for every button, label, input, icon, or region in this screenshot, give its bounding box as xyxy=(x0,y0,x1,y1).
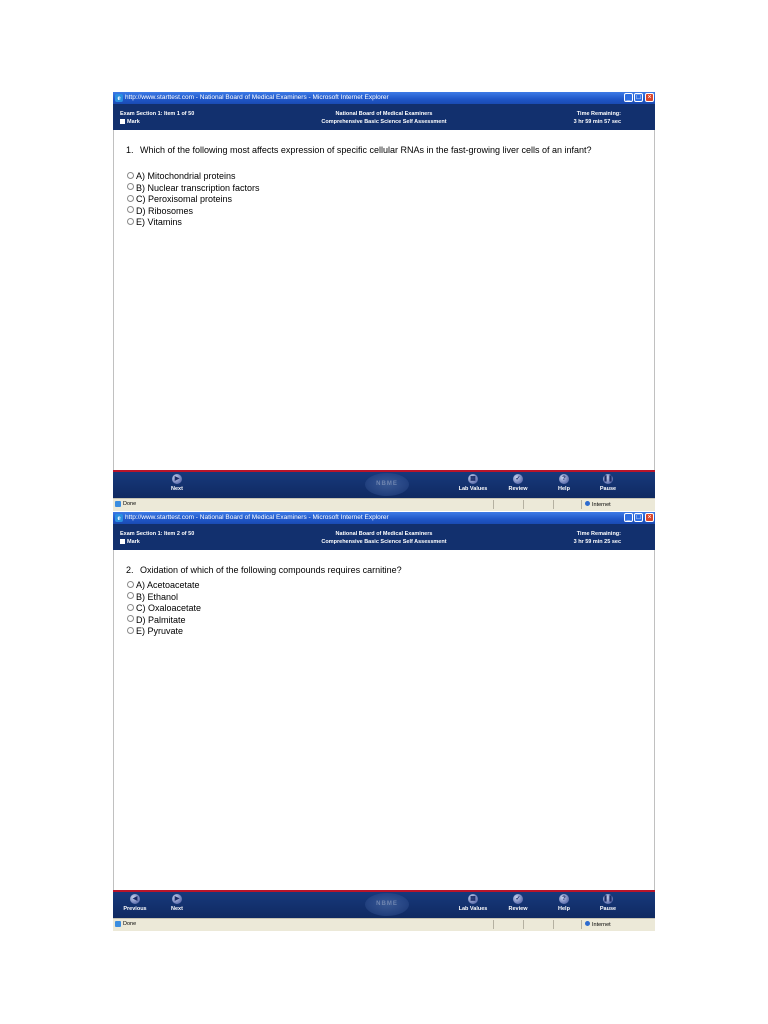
question-number: 2. xyxy=(126,565,134,575)
close-button[interactable]: × xyxy=(645,513,654,522)
option-label: C) Peroxisomal proteins xyxy=(136,194,233,205)
toolbar-accent-line xyxy=(113,890,655,892)
pause-button[interactable] xyxy=(588,894,628,912)
mark-label: Mark xyxy=(127,119,140,125)
question-number: 1. xyxy=(126,145,134,155)
answer-option[interactable] xyxy=(127,194,260,206)
option-label: E) Vitamins xyxy=(136,217,182,228)
review-button[interactable] xyxy=(498,474,538,492)
radio-icon xyxy=(127,592,134,599)
exam-window-1 xyxy=(113,92,655,512)
answer-option[interactable] xyxy=(127,183,260,195)
org-name: National Board of Medical Examiners xyxy=(335,111,433,117)
time-remaining-label: Time Remaining: xyxy=(576,531,621,537)
option-label: A) Mitochondrial proteins xyxy=(136,171,236,181)
answer-option[interactable] xyxy=(127,626,201,638)
radio-icon xyxy=(127,218,134,225)
radio-icon xyxy=(127,172,134,179)
mark-label: Mark xyxy=(127,539,140,545)
time-remaining-value: 3 hr 59 min 57 sec xyxy=(573,119,621,125)
next-label: Next xyxy=(171,486,183,492)
checkmark-icon: ✓ xyxy=(513,474,523,484)
next-button[interactable] xyxy=(157,894,197,912)
close-button[interactable]: × xyxy=(645,93,654,102)
option-label: E) Pyruvate xyxy=(136,626,184,637)
review-label: Review xyxy=(508,906,528,912)
title-bar xyxy=(113,512,655,524)
answer-option[interactable] xyxy=(127,592,201,604)
radio-icon xyxy=(127,615,134,622)
radio-icon xyxy=(127,627,134,634)
review-button[interactable] xyxy=(498,894,538,912)
radio-icon xyxy=(127,183,134,190)
answer-option[interactable] xyxy=(127,580,201,592)
lab-values-label: Lab Values xyxy=(458,486,488,492)
previous-button[interactable] xyxy=(115,894,155,912)
pause-label: Pause xyxy=(599,906,617,912)
question-text: Oxidation of which of the following compounds requires carnitine? xyxy=(140,565,402,575)
page-icon xyxy=(115,921,121,927)
ie-icon: e xyxy=(115,94,123,102)
title-bar xyxy=(113,92,655,104)
answer-option[interactable] xyxy=(127,171,260,183)
minimize-button[interactable]: _ xyxy=(624,513,633,522)
status-divider xyxy=(553,500,554,509)
status-divider xyxy=(493,920,494,929)
status-bar xyxy=(113,918,655,931)
exam-name: Comprehensive Basic Science Self Assessment xyxy=(321,119,447,125)
status-divider xyxy=(581,500,582,509)
section-item-label: Exam Section 1: Item 2 of 50 xyxy=(120,531,195,537)
window-title: http://www.starttest.com - National Board of Medical Examiners - Microsoft Internet Explorer xyxy=(125,94,389,101)
toolbar-accent-line xyxy=(113,470,655,472)
status-bar xyxy=(113,498,655,511)
time-remaining-label: Time Remaining: xyxy=(576,111,621,117)
status-text: Done xyxy=(123,921,137,927)
arrow-right-icon: ▶ xyxy=(172,474,182,484)
previous-label: Previous xyxy=(123,906,147,912)
pause-icon: ❚❚ xyxy=(603,896,614,902)
page-icon xyxy=(115,501,121,507)
time-remaining-value: 3 hr 59 min 25 sec xyxy=(573,539,621,545)
help-icon: ? xyxy=(559,474,569,484)
answer-option[interactable] xyxy=(127,603,201,615)
answer-options xyxy=(127,171,260,229)
radio-icon xyxy=(127,206,134,213)
minimize-button[interactable]: _ xyxy=(624,93,633,102)
radio-icon xyxy=(127,195,134,202)
arrow-right-icon: ▶ xyxy=(172,894,182,904)
lab-values-label: Lab Values xyxy=(458,906,488,912)
option-label: C) Oxaloacetate xyxy=(136,603,202,614)
answer-option[interactable] xyxy=(127,217,260,229)
ie-icon: e xyxy=(115,514,123,522)
security-zone xyxy=(585,501,611,509)
question-text: Which of the following most affects expression of specific cellular RNAs in the fast-growing liver cells of an infant? xyxy=(140,145,592,155)
exam-name: Comprehensive Basic Science Self Assessment xyxy=(321,539,447,545)
maximize-button[interactable]: □ xyxy=(634,93,643,102)
option-label: B) Nuclear transcription factors xyxy=(136,182,260,193)
checkmark-icon: ✓ xyxy=(513,894,523,904)
help-icon: ? xyxy=(559,894,569,904)
pause-label: Pause xyxy=(599,486,617,492)
org-name: National Board of Medical Examiners xyxy=(335,531,433,537)
answer-options xyxy=(127,580,201,638)
radio-icon xyxy=(127,604,134,611)
status-divider xyxy=(553,920,554,929)
answer-option[interactable] xyxy=(127,615,201,627)
option-label: A) Acetoacetate xyxy=(136,580,200,590)
lab-values-button[interactable] xyxy=(453,894,493,912)
next-label: Next xyxy=(171,906,183,912)
status-text: Done xyxy=(123,501,137,507)
zone-label: Internet xyxy=(592,922,611,928)
help-button[interactable] xyxy=(544,474,584,492)
maximize-button[interactable]: □ xyxy=(634,513,643,522)
exam-toolbar xyxy=(113,890,655,918)
review-label: Review xyxy=(508,486,528,492)
nbme-logo: NBME xyxy=(365,473,409,496)
nbme-logo: NBME xyxy=(365,893,409,916)
lab-values-icon: ▦ xyxy=(468,894,478,904)
help-button[interactable] xyxy=(544,894,584,912)
status-divider xyxy=(523,920,524,929)
globe-icon xyxy=(585,921,590,926)
exam-header xyxy=(113,104,655,130)
help-label: Help xyxy=(558,906,570,912)
option-label: B) Ethanol xyxy=(136,591,179,602)
option-label: D) Palmitate xyxy=(136,614,186,625)
exam-header xyxy=(113,524,655,550)
security-zone xyxy=(585,921,611,929)
option-label: D) Ribosomes xyxy=(136,205,194,216)
help-label: Help xyxy=(558,486,570,492)
radio-icon xyxy=(127,581,134,588)
exam-toolbar xyxy=(113,470,655,498)
status-divider xyxy=(581,920,582,929)
answer-option[interactable] xyxy=(127,206,260,218)
section-item-label: Exam Section 1: Item 1 of 50 xyxy=(120,111,195,117)
pause-icon: ❚❚ xyxy=(603,476,614,482)
window-title: http://www.starttest.com - National Board of Medical Examiners - Microsoft Internet Explorer xyxy=(125,514,389,521)
zone-label: Internet xyxy=(592,502,611,508)
globe-icon xyxy=(585,501,590,506)
pause-button[interactable] xyxy=(588,474,628,492)
status-divider xyxy=(523,500,524,509)
next-button[interactable] xyxy=(157,474,197,492)
lab-values-button[interactable] xyxy=(453,474,493,492)
arrow-left-icon: ◀ xyxy=(130,894,140,904)
exam-window-2 xyxy=(113,512,655,932)
status-divider xyxy=(493,500,494,509)
question-panel xyxy=(113,130,655,470)
lab-values-icon: ▦ xyxy=(468,474,478,484)
question-panel xyxy=(113,550,655,890)
